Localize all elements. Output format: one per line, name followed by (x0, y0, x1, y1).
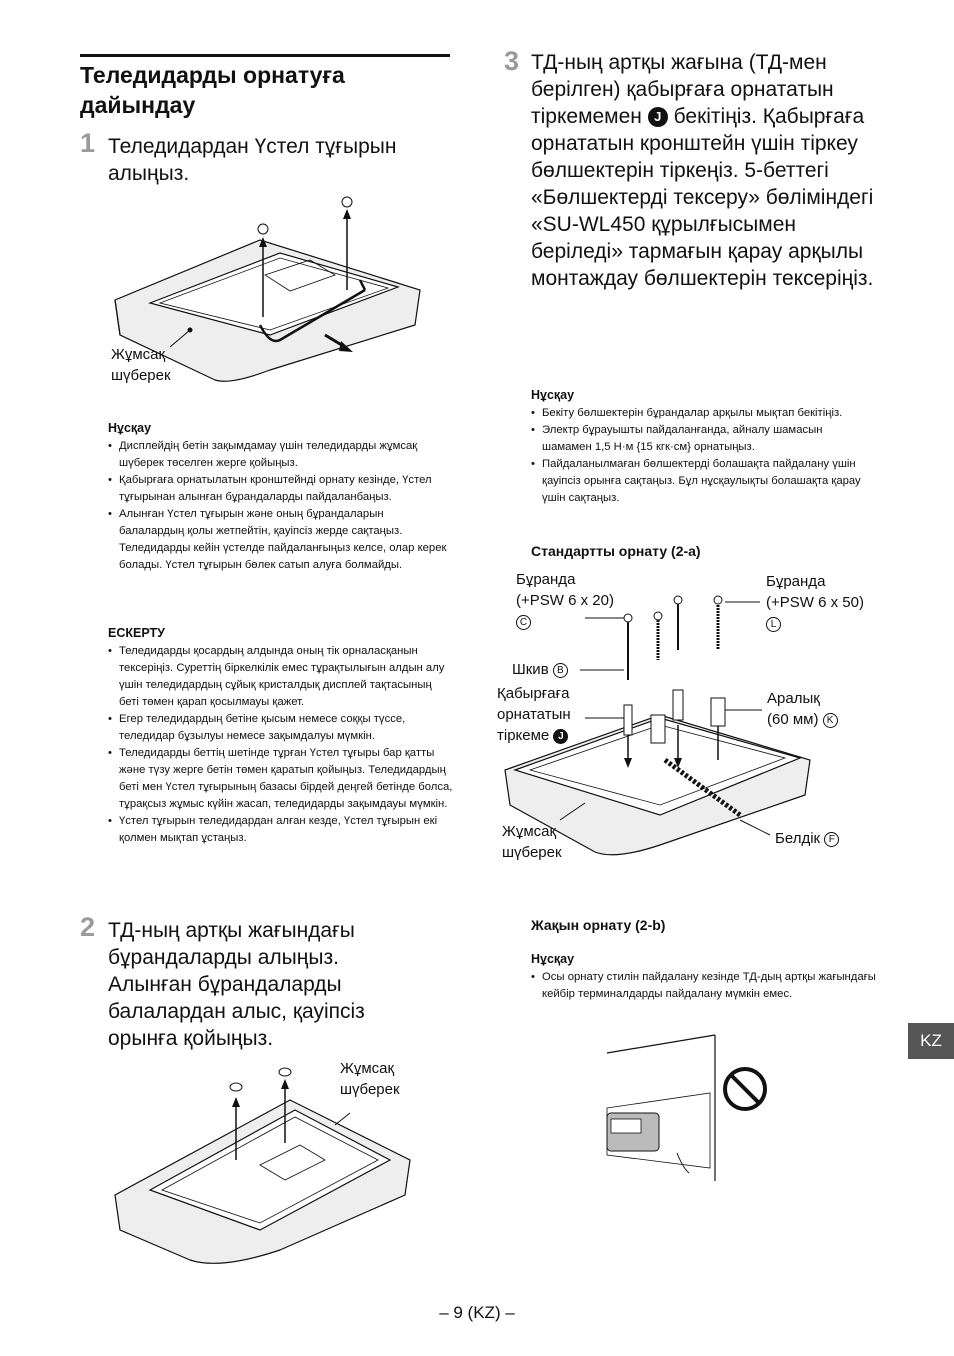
cloth-label-3: Жұмсақ (502, 823, 557, 840)
close-heading: Жақын орнату (2-b) (531, 917, 666, 933)
language-tab: KZ (908, 1023, 954, 1059)
step-2-number: 2 (80, 912, 96, 942)
spacer-mark: K (823, 713, 838, 728)
note-list-close (531, 969, 876, 1003)
caution-heading: ЕСКЕРТУ (108, 626, 165, 640)
pulley-label (512, 659, 568, 680)
step-3-number: 3 (504, 46, 520, 76)
screw-l-spec: (+PSW 6 x 50) (766, 594, 864, 611)
screw-c-label: Бұранда (516, 571, 576, 588)
caution-item: • Теледидарды беттің шетінде тұрған Үстел тұғыры бар қатты және түзу жерге бетін төмен қаратып қойыңыз. Теледидардың беті мен Үстел тұғырының базасы бірдей деңгей бетінде болса, тұрақсыз жұмыс күйін жасап, теледидарды зақымдауы мүмкін. (108, 745, 453, 813)
screw-l-mark-wrap (766, 613, 781, 634)
cloth-label-1b: шүберек (111, 367, 171, 384)
hook-label-3 (497, 725, 568, 746)
hook-mark: J (553, 729, 568, 744)
pulley-mark: B (553, 663, 568, 678)
caution-item: • Егер теледидардың бетіне қысым немесе соққы түссе, теледидар бұзылуы немесе зақымдалуы мүмкін. (108, 711, 453, 745)
note-item: • Электр бұрауышты пайдаланғанда, айналу шамасын шамамен 1,5 Н·м {15 кгк·см} орнатыңыз. (531, 422, 866, 456)
screw-l-mark: L (766, 617, 781, 632)
step-3-text-after: бекітіңіз. Қабырғаға орнататын кронштейн үшін тіркеу бөлшектерін тіркеңіз. 5-беттегі «Бөлшектерді тексеру» бөліміндегі «SU-WL450 құрылғысымен беріледі» тармағын қарау арқылы монтаждау бөлшектерін тексеріңіз. (531, 105, 874, 290)
page-number: – 9 (KZ) – (439, 1303, 515, 1322)
belt-text: Белдік (775, 830, 821, 847)
spacer-spec-text: (60 мм) (767, 711, 819, 728)
close-install-illustration (605, 1033, 775, 1183)
belt-label (775, 828, 839, 849)
note-heading-3: Нұсқау (531, 388, 575, 402)
cloth-label-3b: шүберек (502, 844, 562, 861)
note-item: • Қабырғаға орнатылатын кронштейнді орнату кезінде, Үстел тұғырынан алынған бұрандаларды пайдаланбаңыз. (108, 472, 448, 506)
hook-marker: J (648, 107, 668, 127)
pulley-text: Шкив (512, 661, 549, 678)
note-item: • Дисплейдің бетін зақымдамау үшін теледидарды жұмсақ шүберек төселген жерге қойыңыз. (108, 438, 448, 472)
step-2-text: ТД-ның артқы жағындағы бұрандаларды алыңыз. Алынған бұрандаларды балалардан алыс, қауіпсіз орынға қойыңыз. (108, 919, 365, 1050)
spacer-label: Аралық (767, 690, 820, 707)
screw-c-mark-wrap (516, 611, 531, 632)
cloth-label-1: Жұмсақ (111, 346, 166, 363)
caution-item: • Үстел тұғырын теледидардан алған кезде, Үстел тұғырын екі қолмен мықтап ұстаңыз. (108, 813, 453, 847)
note-heading-close: Нұсқау (531, 952, 575, 966)
hook-label-1: Қабырғаға (497, 685, 570, 702)
step-1-number: 1 (80, 128, 96, 158)
section-title: Теледидарды орнатуға дайындау (80, 62, 345, 118)
step-3-text (531, 49, 876, 292)
note-list-3 (531, 405, 866, 507)
screw-c-spec: (+PSW 6 x 20) (516, 592, 614, 609)
note-heading-1: Нұсқау (108, 421, 152, 435)
screw-l-label: Бұранда (766, 573, 826, 590)
step-3-text-before: ТД-ның артқы жағына (ТД-мен берілген) қабырғаға орнататын тіркемемен (531, 51, 834, 128)
note-item: • Бекіту бөлшектерін бұрандалар арқылы мықтап бекітіңіз. (531, 405, 866, 422)
caution-item: • Теледидарды қосардың алдында оның тік орналасқанын тексеріңіз. Суреттің біркелкілік емес тұрақтылығын алдын алу үшін теледидардың сұйық кристалдық дисплей тақтасының беті төмен қарап қосылмауы қажет. (108, 643, 453, 711)
hook-text: тіркеме (497, 727, 550, 744)
spacer-spec (767, 709, 838, 730)
screw-c-mark: C (516, 615, 531, 630)
note-item: • Алынған Үстел тұғырын және оның бұрандаларын балалардың қолы жетпейтін, қауіпсіз жерде сақтаңыз. Теледидарды кейін үстелде пайдаланғыңыз келсе, олар керек болады. Үстел тұғырын бөлек сатып алуға болмайды. (108, 506, 448, 574)
cloth-label-2: Жұмсақ (340, 1060, 395, 1077)
caution-list (108, 643, 453, 847)
hook-label-2: орнататын (497, 706, 571, 723)
belt-mark: F (824, 832, 839, 847)
note-item: • Пайдаланылмаған бөлшектерді болашақта пайдалану үшін қауіпсіз орынға сақтаңыз. Бұл нұсқаулықты болашақта қарау үшін сақтаңыз. (531, 456, 866, 507)
note-item: • Осы орнату стилін пайдалану кезінде ТД-дың артқы жағындағы кейбір терминалдарды пайдалану мүмкін емес. (531, 969, 876, 1003)
standard-heading: Стандартты орнату (2-a) (531, 543, 701, 559)
section-rule (80, 54, 450, 57)
cloth-label-2b: шүберек (340, 1081, 400, 1098)
note-list-1 (108, 438, 448, 574)
step-1-text: Теледидардан Үстел тұғырын алыңыз. (108, 135, 397, 185)
